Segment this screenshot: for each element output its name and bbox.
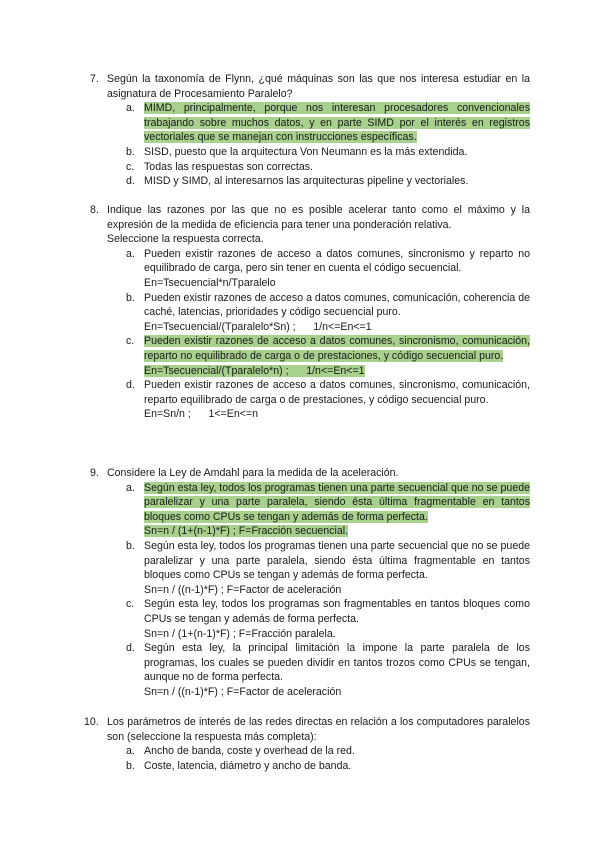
option-letter: b. — [126, 539, 135, 552]
option-formula: Sn=n / (1+(n-1)*F) ; F=Fracción paralela. — [144, 627, 336, 640]
option-8d — [90, 378, 530, 422]
option-7d — [90, 174, 530, 189]
option-7c — [90, 160, 530, 175]
question-number: 7. — [90, 73, 99, 85]
option-letter: b. — [126, 291, 135, 304]
option-letter: a. — [126, 247, 135, 260]
option-9a — [90, 481, 530, 539]
question-8-stem — [90, 203, 530, 232]
option-letter: a. — [126, 745, 135, 758]
option-text: Todas las respuestas son correctas. — [144, 160, 313, 173]
option-text: SISD, puesto que la arquitectura Von Neumann es la más extendida. — [144, 145, 468, 158]
question-7-stem — [90, 72, 530, 101]
question-text: Considere la Ley de Amdahl para la medida de la aceleración. — [107, 467, 399, 479]
option-9b — [90, 539, 530, 597]
option-text: Pueden existir razones de acceso a datos comunes, sincronismo, comunicación, reparto equilibrado de carga o de prestaciones, y código secuencial puro. — [144, 379, 530, 406]
question-10-stem — [84, 715, 530, 744]
option-formula: Sn=n / ((n-1)*F) ; F=Factor de aceleración — [144, 685, 342, 698]
option-10b — [90, 759, 530, 774]
option-7a — [90, 101, 530, 145]
option-text: Según esta ley, todos los programas tienen una parte secuencial que no se puede paralelizar y una parte paralela, siendo ésta última fragmentable en tantos bloques como CPUs se tengan y además de forma perfecta. — [144, 539, 530, 582]
option-text-correct: Según esta ley, todos los programas tienen una parte secuencial que no se puede paralelizar y una parte paralela, siendo ésta última fragmentable en tantos bloques como CPUs se tengan y además de forma perfecta. — [144, 481, 530, 523]
question-10 — [84, 715, 530, 773]
option-text: Según esta ley, la principal limitación la impone la parte paralela de los programas, los cuales se pueden dividir en tantos trozos como CPUs se tengan, aunque no de forma perfecta. — [144, 642, 530, 684]
question-number: 10. — [84, 716, 99, 728]
option-letter: d. — [126, 175, 135, 188]
question-text: Según la taxonomía de Flynn, ¿qué máquinas son las que nos interesa estudiar en la asignatura de Procesamiento Paralelo? — [107, 73, 530, 100]
option-formula: En=Tsecuencial/(Tparalelo*Sn) ; 1/n<=En<=1 — [144, 320, 372, 333]
option-formula-correct: En=Tsecuencial/(Tparalelo*n) ; 1/n<=En<=1 — [144, 364, 365, 377]
option-text: Ancho de banda, coste y overhead de la red. — [144, 745, 355, 758]
option-letter: c. — [126, 598, 135, 611]
option-text: MISD y SIMD, al interesarnos las arquitecturas pipeline y vectoriales. — [144, 175, 469, 188]
option-letter: d. — [126, 379, 135, 392]
option-letter: d. — [126, 642, 135, 655]
option-text-correct: MIMD, principalmente, porque nos interesan procesadores convencionales trabajando sobre muchos datos, y en parte SIMD por el interés en registros vectoriales que se manejan con instrucciones específicas. — [144, 102, 530, 144]
question-7 — [90, 72, 530, 189]
option-10a — [90, 744, 530, 759]
option-letter: a. — [126, 481, 135, 494]
option-8a — [90, 247, 530, 291]
question-9 — [90, 466, 530, 700]
question-note: Seleccione la respuesta correcta. — [107, 233, 264, 246]
option-letter: b. — [126, 145, 135, 158]
option-formula: En=Sn/n ; 1<=En<=n — [144, 408, 258, 421]
option-text: Coste, latencia, diámetro y ancho de banda. — [144, 759, 352, 772]
option-text: Según esta ley, todos los programas son fragmentables en tantos bloques como CPUs se tengan y además de forma perfecta. — [144, 598, 530, 625]
option-formula: En=Tsecuencial*n/Tparalelo — [144, 276, 276, 289]
option-letter: a. — [126, 102, 135, 115]
question-9-stem — [90, 466, 530, 481]
question-number: 9. — [90, 467, 99, 479]
question-text: Indique las razones por las que no es posible acelerar tanto como el máximo y la expresión de la medida de eficiencia para tener una ponderación relativa. — [107, 204, 530, 231]
question-text: Los parámetros de interés de las redes directas en relación a los computadores paralelos son (seleccione la respuesta más completa): — [107, 716, 530, 743]
option-8b — [90, 291, 530, 335]
option-7b — [90, 145, 530, 160]
option-letter: c. — [126, 335, 135, 348]
option-9d — [90, 641, 530, 699]
option-formula-correct: Sn=n / (1+(n-1)*F) ; F=Fracción secuencial. — [144, 525, 349, 538]
option-formula: Sn=n / ((n-1)*F) ; F=Factor de aceleración — [144, 583, 342, 596]
question-number: 8. — [90, 204, 99, 216]
option-letter: c. — [126, 160, 135, 173]
option-text-correct: Pueden existir razones de acceso a datos comunes, sincronismo, comunicación, reparto no equilibrado de carga o de prestaciones, y código secuencial puro. — [144, 335, 530, 362]
question-8 — [90, 203, 530, 422]
option-text: Pueden existir razones de acceso a datos comunes, sincronismo y reparto no equilibrado de carga, pero sin tener en cuenta el código secuencial. — [144, 247, 530, 275]
option-letter: b. — [126, 759, 135, 772]
option-8c — [90, 334, 530, 378]
option-9c — [90, 597, 530, 641]
option-text: Pueden existir razones de acceso a datos comunes, comunicación, coherencia de caché, latencias, prioridades y código secuencial puro. — [144, 291, 530, 319]
